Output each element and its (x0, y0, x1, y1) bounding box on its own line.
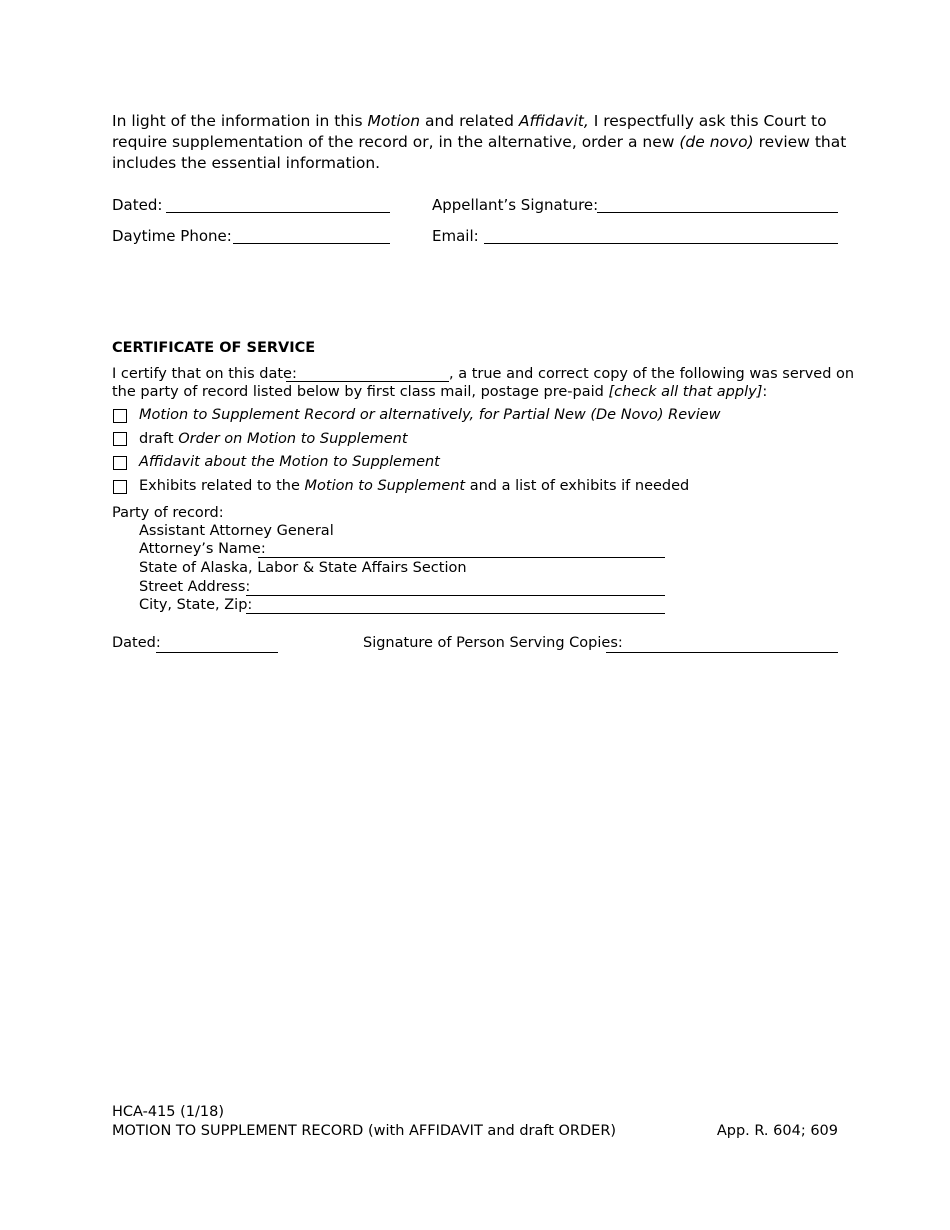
street-address-label: Street Address: (139, 579, 251, 595)
text: the party of record listed below by first class mail, postage pre-paid (112, 384, 609, 400)
checkbox-label-exhibits (139, 478, 689, 494)
text: : (762, 384, 768, 400)
text: draft (139, 431, 179, 447)
request-line-2 (112, 132, 847, 153)
italic-check-all: [check all that apply] (608, 384, 763, 400)
certificate-dated-label: Dated: (112, 635, 161, 651)
daytime-phone-label: Daytime Phone: (112, 227, 232, 245)
text: I respectfully ask this Court to (588, 112, 827, 130)
italic-text: Affidavit about the Motion to Supplement (139, 454, 440, 470)
checkbox-motion[interactable] (113, 409, 127, 423)
appellant-signature-field[interactable] (597, 212, 838, 213)
checkbox-affidavit[interactable] (113, 456, 127, 470)
form-title: MOTION TO SUPPLEMENT RECORD (with AFFIDAVIT and draft ORDER) (112, 1123, 617, 1139)
service-date-field[interactable] (286, 381, 449, 382)
assistant-attorney-general: Assistant Attorney General (139, 523, 334, 539)
rule-reference: App. R. 604; 609 (716, 1123, 838, 1139)
certificate-dated-field[interactable] (156, 652, 278, 653)
italic-text: Motion to Supplement (304, 478, 466, 494)
request-line-1 (112, 111, 827, 132)
text: Exhibits related to the (139, 478, 305, 494)
checkbox-draft-order[interactable] (113, 432, 127, 446)
italic-motion: Motion (367, 112, 421, 130)
text: In light of the information in this (112, 112, 368, 130)
attorney-name-field[interactable] (258, 557, 665, 558)
street-address-field[interactable] (246, 595, 665, 596)
city-state-zip-field[interactable] (246, 613, 665, 614)
daytime-phone-field[interactable] (233, 243, 390, 244)
email-label: Email: (432, 227, 479, 245)
city-state-zip-label: City, State, Zip: (139, 597, 253, 613)
checkbox-exhibits[interactable] (113, 480, 127, 494)
text: and a list of exhibits if needed (465, 478, 690, 494)
text: review that (753, 133, 847, 151)
checkbox-label-affidavit (139, 454, 440, 470)
serving-signature-field[interactable] (606, 652, 838, 653)
checkbox-label-draft-order (139, 431, 408, 447)
attorney-name-label: Attorney’s Name: (139, 541, 266, 557)
certify-line-2 (112, 384, 767, 400)
text: require supplementation of the record or, in the alternative, order a new (112, 133, 680, 151)
certify-text-a: I certify that on this date: (112, 366, 297, 382)
request-paragraph (112, 111, 847, 174)
italic-affidavit: Affidavit, (518, 112, 589, 130)
italic-de-novo: (de novo) (679, 133, 754, 151)
certificate-heading: CERTIFICATE OF SERVICE (112, 340, 316, 356)
email-field[interactable] (484, 243, 838, 244)
form-id: HCA-415 (1/18) (112, 1104, 225, 1120)
text: and related (420, 112, 519, 130)
request-line-3: includes the essential information. (112, 154, 381, 172)
italic-text: Motion to Supplement Record or alternatively, for Partial New (De Novo) Review (139, 407, 721, 423)
italic-text: Order on Motion to Supplement (178, 431, 408, 447)
serving-signature-label: Signature of Person Serving Copies: (363, 635, 623, 651)
appellant-dated-label: Dated: (112, 196, 163, 214)
appellant-signature-label: Appellant’s Signature: (432, 196, 599, 214)
appellant-dated-field[interactable] (166, 212, 390, 213)
party-of-record-label: Party of record: (112, 505, 224, 521)
certify-text-b: , a true and correct copy of the following was served on (449, 366, 855, 382)
checkbox-label-motion (139, 407, 721, 423)
state-section: State of Alaska, Labor & State Affairs Section (139, 560, 467, 576)
